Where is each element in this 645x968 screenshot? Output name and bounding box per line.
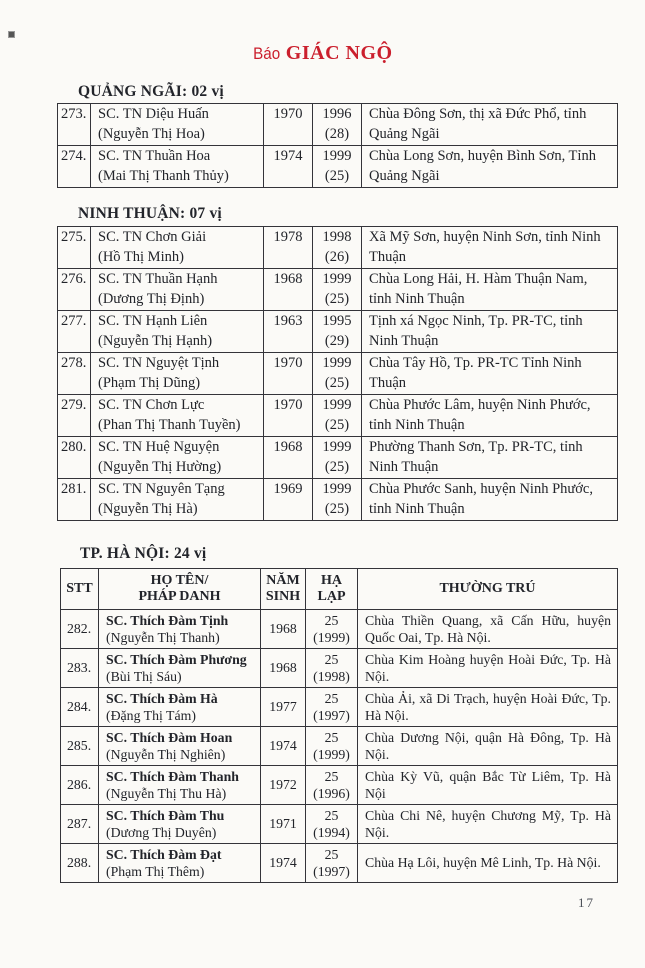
cell-birth-year: 1968	[264, 269, 313, 311]
table-row	[61, 805, 618, 844]
cell-stt: 274.	[58, 146, 91, 188]
cell-ordination	[306, 727, 358, 766]
cell-stt: 286.	[61, 766, 99, 805]
ordination-line1: 1999	[322, 439, 352, 455]
table-ha-noi	[60, 568, 618, 883]
cell-stt: 287.	[61, 805, 99, 844]
cell-birth-year: 1968	[261, 610, 306, 649]
dharma-name: SC. TN Thuần Hạnh	[98, 271, 218, 287]
table-row	[58, 104, 618, 146]
cell-stt: 285.	[61, 727, 99, 766]
ordination-line2: (28)	[324, 125, 350, 142]
col-header-stt: STT	[61, 569, 99, 610]
cell-ordination	[306, 649, 358, 688]
col-header-halap-line1: HẠ	[321, 572, 342, 588]
cell-name	[99, 844, 261, 883]
table-row	[61, 610, 618, 649]
cell-stt: 278.	[58, 353, 91, 395]
ordination-line1: 1995	[322, 313, 352, 329]
cell-birth-year: 1968	[264, 437, 313, 479]
cell-address: Chùa Kỳ Vũ, quận Bắc Từ Liêm, Tp. Hà Nội	[358, 766, 618, 805]
table-row	[58, 227, 618, 269]
cell-ordination	[313, 269, 362, 311]
cell-stt: 283.	[61, 649, 99, 688]
cell-name	[99, 688, 261, 727]
cell-name	[91, 437, 264, 479]
ordination-line1: 1999	[322, 148, 352, 164]
masthead-prefix: Báo	[253, 45, 281, 63]
dharma-name: SC. TN Thuần Hoa	[98, 148, 211, 164]
secular-name: (Nguyễn Thị Thu Hà)	[106, 786, 227, 801]
table-row	[58, 437, 618, 479]
cell-birth-year: 1978	[264, 227, 313, 269]
cell-name	[99, 805, 261, 844]
table-row	[58, 146, 618, 188]
ordination-line1: 1999	[322, 481, 352, 497]
ordination-line1: 25	[324, 768, 339, 784]
dharma-name: SC. Thích Đàm Đạt	[106, 846, 222, 862]
cell-birth-year: 1968	[261, 649, 306, 688]
ordination-line1: 25	[324, 846, 339, 862]
cell-name	[91, 395, 264, 437]
cell-birth-year: 1971	[261, 805, 306, 844]
table-row	[61, 727, 618, 766]
ordination-line2: (25)	[324, 458, 350, 475]
col-header-address: THƯỜNG TRÚ	[358, 569, 618, 610]
cell-name	[91, 146, 264, 188]
col-header-halap	[306, 569, 358, 610]
cell-stt: 280.	[58, 437, 91, 479]
cell-stt: 288.	[61, 844, 99, 883]
cell-name	[91, 353, 264, 395]
table-row	[61, 688, 618, 727]
dharma-name: SC. Thích Đàm Hoan	[106, 729, 233, 745]
dharma-name: SC. TN Huệ Nguyện	[98, 439, 220, 455]
dharma-name: SC. TN Nguyệt Tịnh	[98, 355, 220, 371]
cell-stt: 276.	[58, 269, 91, 311]
table-row	[58, 479, 618, 521]
dharma-name: SC. Thích Đàm Phương	[106, 651, 247, 667]
cell-stt: 281.	[58, 479, 91, 521]
ordination-line2: (1997)	[313, 708, 350, 723]
secular-name: (Nguyễn Thị Hạnh)	[98, 332, 213, 349]
table-row	[58, 269, 618, 311]
cell-address: Chùa Phước Lâm, huyện Ninh Phước, tỉnh Ninh Thuận	[362, 395, 618, 437]
cell-ordination	[306, 844, 358, 883]
ordination-line2: (1996)	[313, 786, 350, 801]
cell-address: Chùa Dương Nội, quận Hà Đông, Tp. Hà Nội.	[358, 727, 618, 766]
ordination-line1: 1999	[322, 271, 352, 287]
ordination-line1: 1999	[322, 355, 352, 371]
ordination-line2: (25)	[324, 167, 350, 184]
table-row	[61, 844, 618, 883]
cell-ordination	[306, 805, 358, 844]
cell-address: Chùa Long Hải, H. Hàm Thuận Nam, tỉnh Ninh Thuận	[362, 269, 618, 311]
ordination-line1: 25	[324, 651, 339, 667]
cell-ordination	[313, 479, 362, 521]
cell-name	[99, 766, 261, 805]
col-header-name	[99, 569, 261, 610]
secular-name: (Dương Thị Định)	[98, 290, 205, 307]
cell-address: Chùa Kim Hoàng huyện Hoài Đức, Tp. Hà Nội.	[358, 649, 618, 688]
ordination-line1: 1999	[322, 397, 352, 413]
cell-birth-year: 1974	[261, 844, 306, 883]
secular-name: (Phạm Thị Thêm)	[106, 864, 205, 879]
cell-address: Chùa Thiền Quang, xã Cấn Hữu, huyện Quốc Oai, Tp. Hà Nội.	[358, 610, 618, 649]
table-row	[61, 649, 618, 688]
table-row	[58, 395, 618, 437]
cell-address: Phường Thanh Sơn, Tp. PR-TC, tỉnh Ninh Thuận	[362, 437, 618, 479]
cell-name	[91, 227, 264, 269]
secular-name: (Đặng Thị Tám)	[106, 708, 196, 723]
col-header-birth-line1: NĂM	[266, 572, 300, 588]
ordination-line2: (1994)	[313, 825, 350, 840]
cell-birth-year: 1963	[264, 311, 313, 353]
secular-name: (Nguyễn Thị Nghiên)	[106, 747, 226, 762]
ordination-line1: 1996	[322, 106, 352, 122]
table-quang-ngai	[57, 103, 618, 188]
cell-address: Xã Mỹ Sơn, huyện Ninh Sơn, tỉnh Ninh Thuận	[362, 227, 618, 269]
secular-name: (Nguyễn Thị Hà)	[98, 500, 198, 517]
ordination-line2: (1997)	[313, 864, 350, 879]
cell-address: Chùa Ải, xã Di Trạch, huyện Hoài Đức, Tp. Hà Nội.	[358, 688, 618, 727]
section-heading-quang-ngai: QUẢNG NGÃI: 02 vị	[78, 83, 224, 100]
cell-ordination	[313, 104, 362, 146]
cell-ordination	[313, 227, 362, 269]
cell-birth-year: 1970	[264, 104, 313, 146]
masthead-title: GIÁC NGỘ	[285, 42, 393, 64]
table-row	[58, 353, 618, 395]
dharma-name: SC. TN Diệu Huấn	[98, 106, 209, 122]
dharma-name: SC. Thích Đàm Thanh	[106, 768, 239, 784]
secular-name: (Phạm Thị Dũng)	[98, 374, 201, 391]
dharma-name: SC. Thích Đàm Hà	[106, 690, 218, 706]
ordination-line1: 25	[324, 690, 339, 706]
cell-birth-year: 1974	[261, 727, 306, 766]
newspaper-masthead	[0, 42, 645, 65]
cell-birth-year: 1969	[264, 479, 313, 521]
cell-birth-year: 1972	[261, 766, 306, 805]
dharma-name: SC. Thích Đàm Tịnh	[106, 612, 229, 628]
cell-stt: 279.	[58, 395, 91, 437]
table-row	[58, 311, 618, 353]
cell-ordination	[313, 395, 362, 437]
cell-ordination	[306, 688, 358, 727]
cell-stt: 282.	[61, 610, 99, 649]
secular-name: (Nguyễn Thị Hoa)	[98, 125, 205, 142]
secular-name: (Mai Thị Thanh Thủy)	[98, 167, 229, 184]
cell-birth-year: 1974	[264, 146, 313, 188]
cell-address: Chùa Hạ Lôi, huyện Mê Linh, Tp. Hà Nội.	[358, 844, 618, 883]
cell-ordination	[313, 353, 362, 395]
col-header-halap-line2: LẠP	[317, 589, 346, 604]
ordination-line2: (29)	[324, 332, 350, 349]
ordination-line1: 25	[324, 729, 339, 745]
secular-name: (Hồ Thị Minh)	[98, 248, 184, 265]
dharma-name: SC. TN Chơn Giải	[98, 229, 207, 245]
secular-name: (Phan Thị Thanh Tuyền)	[98, 416, 241, 433]
ordination-line2: (25)	[324, 374, 350, 391]
cell-stt: 275.	[58, 227, 91, 269]
cell-address: Chùa Long Sơn, huyện Bình Sơn, Tỉnh Quảng Ngãi	[362, 146, 618, 188]
col-header-name-line1: HỌ TÊN/	[150, 572, 209, 588]
dharma-name: SC. TN Hạnh Liên	[98, 313, 208, 329]
table-row	[61, 766, 618, 805]
cell-name	[99, 649, 261, 688]
ordination-line2: (26)	[324, 248, 350, 265]
cell-ordination	[313, 146, 362, 188]
cell-name	[91, 104, 264, 146]
cell-ordination	[306, 610, 358, 649]
cell-ordination	[313, 311, 362, 353]
cell-name	[91, 311, 264, 353]
scan-artifact	[8, 31, 15, 38]
ordination-line1: 1998	[322, 229, 352, 245]
cell-ordination	[306, 766, 358, 805]
secular-name: (Nguyễn Thị Thanh)	[106, 630, 220, 645]
cell-name	[99, 727, 261, 766]
cell-address: Chùa Đông Sơn, thị xã Đức Phổ, tỉnh Quảng Ngãi	[362, 104, 618, 146]
ordination-line2: (1999)	[313, 747, 350, 762]
cell-ordination	[313, 437, 362, 479]
cell-name	[91, 479, 264, 521]
ordination-line2: (25)	[324, 290, 350, 307]
col-header-name-line2: PHÁP DANH	[138, 589, 221, 604]
cell-address: Chùa Tây Hồ, Tp. PR-TC Tỉnh Ninh Thuận	[362, 353, 618, 395]
cell-stt: 284.	[61, 688, 99, 727]
cell-address: Chùa Chi Nê, huyện Chương Mỹ, Tp. Hà Nội.	[358, 805, 618, 844]
ordination-line2: (25)	[324, 500, 350, 517]
secular-name: (Dương Thị Duyên)	[106, 825, 217, 840]
dharma-name: SC. Thích Đàm Thu	[106, 807, 225, 823]
cell-stt: 273.	[58, 104, 91, 146]
ordination-line2: (1999)	[313, 630, 350, 645]
table-header-row	[61, 569, 618, 610]
dharma-name: SC. TN Nguyên Tạng	[98, 481, 225, 497]
cell-address: Tịnh xá Ngọc Ninh, Tp. PR-TC, tỉnh Ninh Thuận	[362, 311, 618, 353]
ordination-line1: 25	[324, 612, 339, 628]
table-ninh-thuan	[57, 226, 618, 521]
ordination-line1: 25	[324, 807, 339, 823]
cell-name	[99, 610, 261, 649]
cell-name	[91, 269, 264, 311]
cell-birth-year: 1970	[264, 353, 313, 395]
cell-birth-year: 1977	[261, 688, 306, 727]
secular-name: (Bùi Thị Sáu)	[106, 669, 182, 684]
ordination-line2: (1998)	[313, 669, 350, 684]
col-header-birth	[261, 569, 306, 610]
col-header-birth-line2: SINH	[265, 589, 301, 604]
cell-address: Chùa Phước Sanh, huyện Ninh Phước, tỉnh Ninh Thuận	[362, 479, 618, 521]
section-heading-ha-noi: TP. HÀ NỘI: 24 vị	[80, 545, 207, 562]
ordination-line2: (25)	[324, 416, 350, 433]
page-number: 17	[578, 895, 595, 910]
cell-stt: 277.	[58, 311, 91, 353]
section-heading-ninh-thuan: NINH THUẬN: 07 vị	[78, 205, 222, 222]
dharma-name: SC. TN Chơn Lực	[98, 397, 205, 413]
cell-birth-year: 1970	[264, 395, 313, 437]
secular-name: (Nguyễn Thị Hường)	[98, 458, 222, 475]
